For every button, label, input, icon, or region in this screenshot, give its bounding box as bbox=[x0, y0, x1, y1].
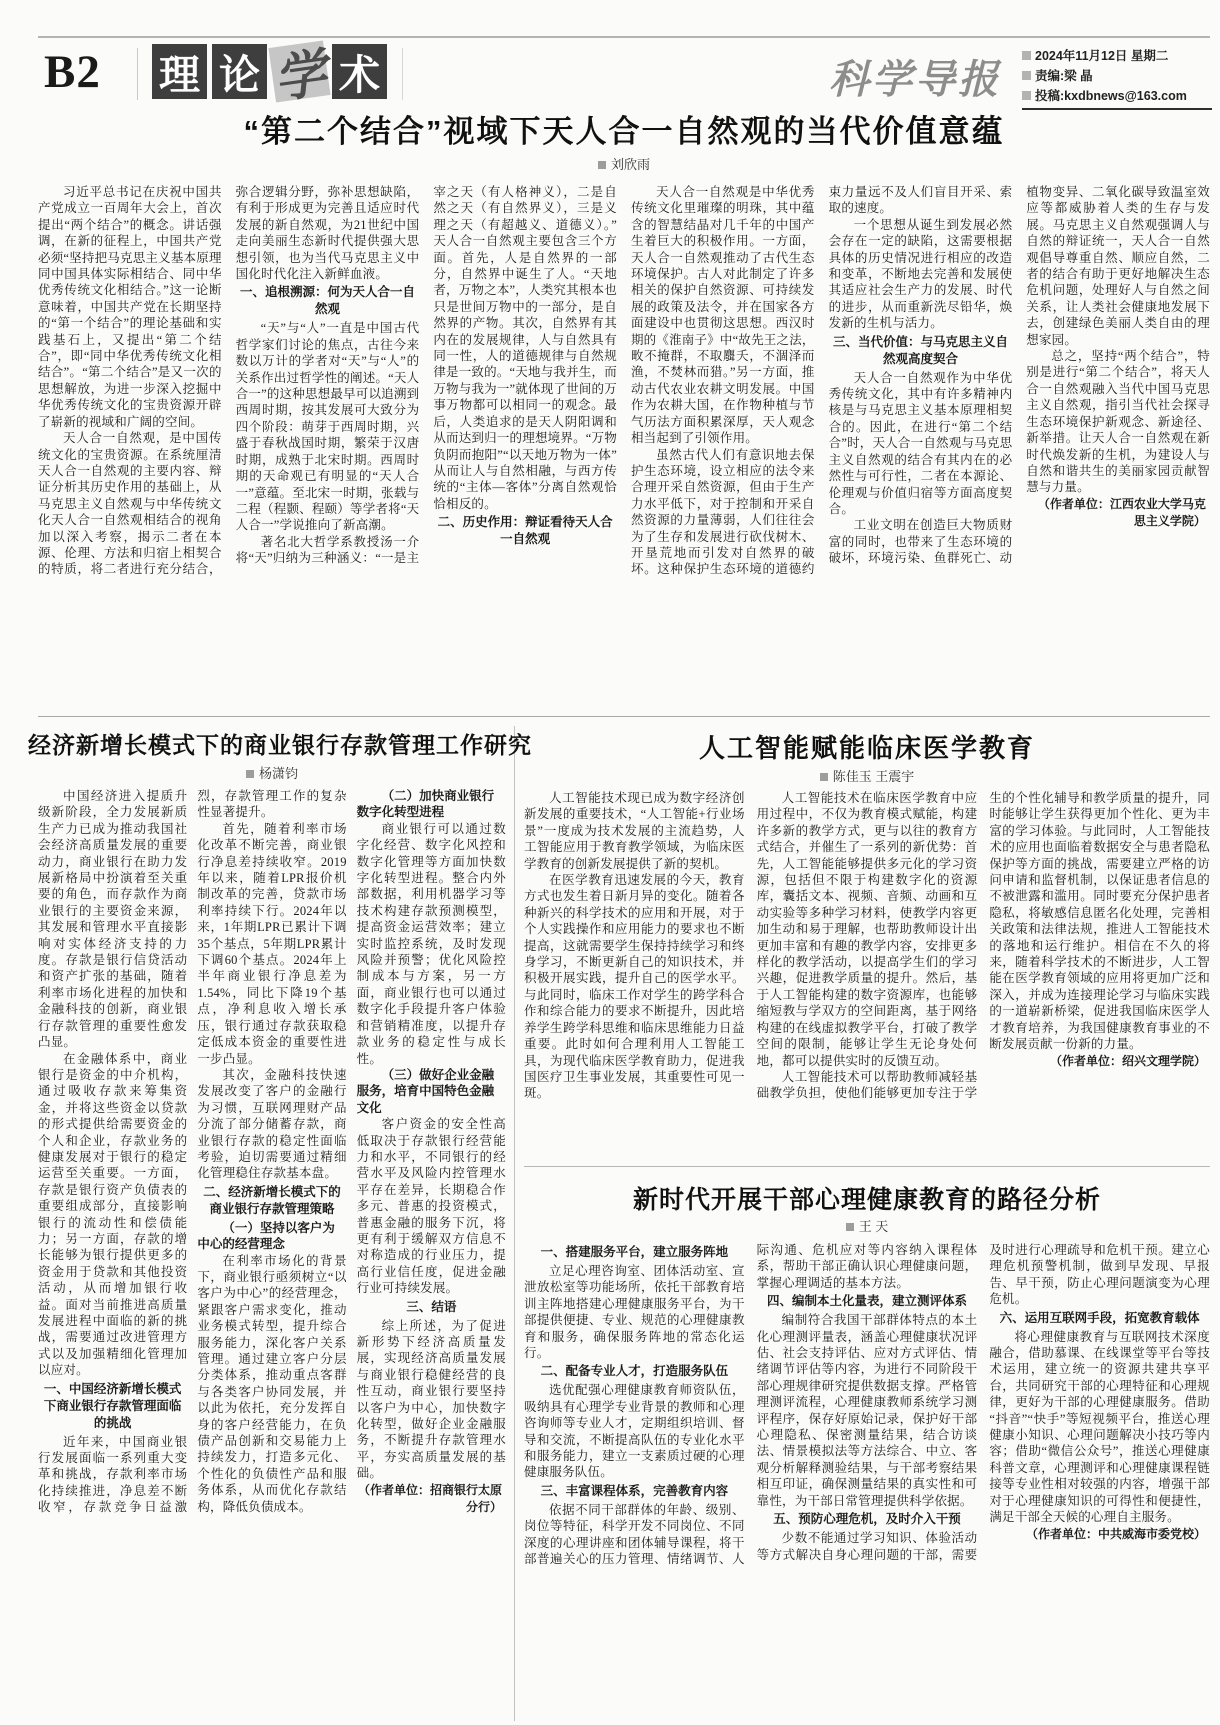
author-affiliation: （作者单位：绍兴文理学院） bbox=[1049, 1053, 1206, 1068]
main-article-body bbox=[38, 184, 1210, 708]
paragraph: 人工智能技术现已成为数字经济创新发展的重要技术，“人工智能+行业场景”一度成为技术发展的主流趋势，人工智能应用于教育教学领域，为临床医学教育的创新发展提供了新的契机。 bbox=[524, 791, 745, 871]
ai-article-byline: 陈佳玉 王震宇 bbox=[524, 766, 1210, 785]
bank-article-byline: 杨潇钧 bbox=[38, 763, 506, 782]
contact-email-line: 投稿:kxdbnews@163.com bbox=[1022, 86, 1212, 106]
paragraph: 依据不同干部群体的年龄、级别、岗位等特征，科学开发不同岗位、不同深度的心理讲座和团体辅导课程，将干部普遍关心的压力管理、情绪调节、人际沟通、危机应对等内容纳入课程体系，帮助干部正确认识心理健康问题，掌握心理调适的基本方法。 bbox=[524, 1243, 978, 1567]
psy-article-body bbox=[524, 1242, 1210, 1700]
paragraph: 工业文明在创造巨大物质财富的同时，也带来了生态环境的破坏，环境污染、鱼群死亡、动植物变异、二氧化碳导致温室效应等都威胁着人类的生存与发展。马克思主义自然观强调人与自然的辩证统一，天人合一自然观倡导尊重自然、顺应自然，二者的结合有助于更好地解决生态危机问题，处理好人与自然之间关系，让人类社会健康地发展下去，创建绿色美丽人类自由的理想家园。 bbox=[828, 185, 1210, 566]
sub-heading: （三）做好企业金融服务，培育中国特色金融文化 bbox=[356, 1067, 495, 1115]
header-top-rule bbox=[38, 36, 1210, 38]
paragraph: 人工智能技术在临床医学教育中应用过程中，不仅为教育模式赋能，构建许多新的教学方式，更与以往的教育方式结合，并催生了一系列的新优势：首先，人工智能能够提供多元化的学习资源，包括但不限于构建数字化的资源库，囊括文本、视频、音频、动画和互动实验等多种学习材料，使教学内容更加生动和易于理解，也帮助教师设计出更加丰富和有趣的教学内容，安排更多样化的教学活动，以提高学生们的学习兴趣，促进教学质量的提升。然后，基于人工智能构建的数字资源库，也能够缩短教与学双方的空间距离，基于网络构建的在线虚拟教学平台，打破了教学空间的限制，能够让学生无论身处何地，都可以提供实时的反馈互动。 bbox=[756, 791, 978, 1068]
paragraph: 近年来，中国商业银行发展面临一系列重大变革和挑战，存款利率市场化持续推进，净息差不断收窄，存款竞争日益激烈，存款管理工作的复杂性显著提升。 bbox=[38, 789, 347, 1515]
section-heading: 二、历史作用：辩证看待天人合一自然观 bbox=[437, 515, 613, 547]
ai-article-title: 人工智能赋能临床医学教育 bbox=[698, 733, 1035, 763]
square-bullet-icon bbox=[1022, 91, 1031, 100]
issue-info-block bbox=[1022, 46, 1212, 110]
section-heading: 二、经济新增长模式下的商业银行存款管理策略 bbox=[203, 1184, 341, 1216]
paragraph: 习近平总书记在庆祝中国共产党成立一百周年大会上，首次提出“两个结合”的概念。讲话强调，在新的征程上，中国共产党必须“坚持把马克思主义基本原理同中国具体实际相结合、同中华优秀传统文化相结合。”这一论断意味着，中国共产党在长期坚持的“第一个结合”的理论基础和实践基石上，又提出“第二个结合”，即“同中华优秀传统文化相结合”。“第二个结合”是又一次的思想解放，为进一步深入挖掘中华优秀传统文化的宝贵资源开辟了崭新的视域和广阔的空间。 bbox=[38, 185, 222, 429]
paragraph: 将心理健康教育与互联网技术深度融合，借助慕课、在线课堂等平台等技术运用，建立统一的资源共建共享平台，共同研究干部的心理特征和心理规律，更好为干部的心理健康服务。借助“抖音”“快手”等短视频平台，推送心理健康小知识、心理问题解决小技巧等内容；借助“微信公众号”，推送心理健康科普文章，心理测评和心理健康课程链接等专业性相对较强的内容，增强干部对于心理健康知识的可得性和便捷性，满足干部全天候的心理自主服务。 bbox=[989, 1329, 1210, 1525]
section-logo bbox=[152, 42, 387, 111]
paragraph: “天”与“人”一直是中国古代哲学家们讨论的焦点，古往今来数以万计的学者对“天”与“人”的关系作出过哲学性的阐述。“天人合一”的这种思想最早可以追溯到西周时期，按其发展可大致分为四个阶段：萌芽于西周时期，兴盛于春秋战国时期，繁荣于汉唐时期，成熟于北宋时期。西周时期的天命观已有明显的“天人合一”意蕴。至北宋一时期，张载与二程（程颢、程颐）等学者将“天人合一”学说推向了新高潮。 bbox=[235, 321, 420, 533]
paragraph: 选优配强心理健康教育师资队伍，吸纳具有心理学专业背景的教师和心理咨询师等专业人才，定期组织培训、督导和交流，不断提高队伍的专业化水平和服务能力，建立一支素质过硬的心理健康服务队伍。 bbox=[524, 1383, 745, 1480]
section-logo-char: 理 bbox=[152, 44, 207, 99]
paragraph: 其次，金融科技快速发展改变了客户的金融行为习惯，互联网理财产品分流了部分储蓄存款，商业银行存款的稳定性面临考验，迫切需要通过精细化管理稳住存款基本盘。 bbox=[197, 1067, 347, 1181]
paragraph: 天人合一自然观是中华优秀传统文化里璀璨的明珠，其中蕴含的智慧结晶对几千年的中国产生着巨大的积极作用。一方面，天人合一自然观推动了古代生态环境保护。古人对此制定了许多相关的保护自然资源、可持续发展的政策及法令，并在国家各方面建设中也贯彻这思想。西汉时期的《淮南子》中“故先王之法，畋不掩群，不取麛夭，不涸泽而渔，不焚林而猎。”另一方面，推动古代农业农耕文明发展。中国作为农耕大国，在作物种植与节气历法方面积累深厚，天人观念相当起到了引领作用。 bbox=[630, 185, 815, 446]
bank-article-title: 经济新增长模式下的商业银行存款管理工作研究 bbox=[28, 732, 532, 758]
paragraph: 首先，随着利率市场化改革不断完善，商业银行净息差持续收窄。2019年以来，随着LPR报价机制改革的完善，贷款市场利率持续下行。2024年以来，1年期LPR已累计下调35个基点，5年期LPR累计下调60个基点。2024年上半年商业银行净息差为1.54%，同比下降19个基点，净利息收入增长承压，银行通过存款获取稳定低成本资金的重要性进一步凸显。 bbox=[197, 821, 347, 1066]
section-heading: 五、预防心理危机，及时介入干预 bbox=[773, 1512, 961, 1527]
vertical-divider bbox=[514, 726, 515, 1721]
author-affiliation: （作者单位：招商银行太原分行） bbox=[357, 1482, 502, 1514]
section-heading: 二、配备专业人才，打造服务队伍 bbox=[540, 1364, 729, 1379]
section-heading: 一、搭建服务平台，建立服务阵地 bbox=[540, 1245, 729, 1259]
byline-marker-icon bbox=[820, 773, 828, 781]
section-heading: 三、当代价值：与马克思主义自然观高度契合 bbox=[832, 334, 1008, 366]
paragraph: 商业银行可以通过数字化经营、数字化风控和数字化管理等方面加快数字化转型进程。整合内外部数据，利用机器学习等技术构建存款预测模型，提高资金运营效率；建立实时监控系统，及时发现风险并预警；优化风险控制成本与方案，另一方面，商业银行也可以通过数字化手段提升客户体验和营销精准度，以提升存款业务的稳定性与成长性。 bbox=[356, 821, 506, 1066]
paragraph: 少数不能通过学习知识、体验活动等方式解决自身心理问题的干部，需要及时进行心理疏导和危机干预。建立心理危机预警机制，做到早发现、早报告、早干预，防止心理问题演变为心理危机。 bbox=[756, 1243, 1210, 1562]
sub-heading: （一）坚持以客户为中心的经营理念 bbox=[197, 1220, 335, 1252]
ai-article-body bbox=[524, 790, 1210, 1160]
paragraph: 天人合一自然观作为中华优秀传统文化，其中有许多精神内核是与马克思主义基本原理相契合的。因此，在进行“第二个结合”时，天人合一自然观与马克思主义自然观的结合有其内在的必然性与可行性，二者在本源论、伦理观与价值归宿等方面高度契合。 bbox=[828, 370, 1013, 516]
main-article-title: “第二个结合”视域下天人合一自然观的当代价值意蕴 bbox=[243, 114, 1005, 149]
paragraph: 天人合一自然观，是中国传统文化的宝贵资源。在系统厘清天人合一自然观的主要内容、辩证分析其历史作用的基础上，从马克思主义自然观与中华传统文化天人合一自然观相结合的视角加以深入考察，揭示二者在本源、伦理、方法和归宿上相契合的特质，将二者进行充分结合，弥合逻辑分野，弥补思想缺陷，有利于形成更为完善且适应时代发展的新自然观，为21世纪中国走向美丽生态新时代提供强大思想引领，也为当代马克思主义中国化时代化注入新鲜血液。 bbox=[38, 185, 420, 577]
section-heading: 六、运用互联网手段，拓宽教育载体 bbox=[999, 1310, 1200, 1325]
section-heading: 一、追根溯源：何为天人合一自然观 bbox=[239, 285, 415, 317]
section-logo-char: 学 bbox=[268, 40, 330, 102]
horizontal-divider bbox=[524, 1166, 1210, 1167]
psy-article-title: 新时代开展干部心理健康教育的路径分析 bbox=[632, 1186, 1101, 1214]
section-heading: 一、中国经济新增长模式下商业银行存款管理面临的挑战 bbox=[43, 1381, 182, 1430]
paragraph: 编制符合我国干部群体特点的本土化心理测评量表，涵盖心理健康状况评估、社会支持评估、应对方式评估、情绪调节评估等内容，为进行不同阶段干部心理规律研究提供数据支撑。严格管理测评流程，心理健康教师系统学习测评程序，保存好原始记录，保护好干部心理隐私、保密测量结果，结合访谈法、情景模拟法等方法综合、中立、客观分析解释测验结果，与干部考察结果相互印证，确保测量结果的真实性和可靠性，为干部日常管理提供科学依据。 bbox=[756, 1313, 978, 1508]
horizontal-divider bbox=[38, 716, 1210, 717]
header-divider-2 bbox=[402, 48, 403, 100]
page-number: B2 bbox=[44, 46, 101, 98]
byline-marker-icon bbox=[846, 1223, 854, 1231]
paragraph: 综上所述，为了促进新形势下经济高质量发展，实现经济高质量发展与商业银行稳健经营的良性互动，商业银行要坚持以客户为中心，加快数字化转型，做好企业金融服务，不断提升存款管理水平，夯实高质量发展的基础。 bbox=[356, 1318, 506, 1481]
masthead-logo: 科学导报 bbox=[829, 56, 1001, 103]
sub-heading: （二）加快商业银行数字化转型进程 bbox=[356, 789, 495, 820]
square-bullet-icon bbox=[1022, 51, 1031, 60]
paragraph: 虽然古代人们有意识地去保护生态环境，设立相应的法令来合理开采自然资源，但由于生产力水平低下，对于控制和开采自然资源的力量薄弱，人们往往会为了生存和发展进行砍伐树木、开垦荒地而引发对自然界的破坏。这种保护生态环境的道德约束力量远不及人们盲目开采、索取的速度。 bbox=[630, 185, 1013, 577]
paragraph: 在医学教育迅速发展的今天，教育方式也发生着日新月异的变化。随着各种新兴的科学技术的应用和开展，对于个人实践操作和应用能力的要求也不断提高，这就需要学生保持持续学习和终身学习，不断更新自己的知识技术，并积极开展实践，提升自己的医学水平。与此同时，临床工作对学生的跨学科合作和综合能力的要求不断提升，因此培养学生跨学科思维和临床思维能力日益重要。此时如何合理利用人工智能工具，为现代临床医学教育助力，促进我国医疗卫生事业发展，其重要性可见一斑。 bbox=[524, 873, 745, 1101]
section-logo-char: 论 bbox=[212, 44, 267, 99]
bank-article-body bbox=[38, 788, 506, 1716]
psy-article-byline: 王 天 bbox=[524, 1216, 1210, 1235]
paragraph: 一个思想从诞生到发展必然会存在一定的缺陷，这需要根据具体的历史情况进行相应的改造和变革，不断地去完善和发展使其适应社会生产力的发展、时代的进步，从而重新洗尽铅华，焕发新的生机与活力。 bbox=[828, 217, 1013, 331]
author-affiliation: （作者单位：中共威海市委党校） bbox=[1025, 1526, 1206, 1541]
paragraph: 著名北大哲学系教授汤一介将“天”归纳为三种涵义：“一是主宰之天（有人格神义），二是自然之天（有自然界义），三是义理之天（有超越义、道德义）。”天人合一自然观主要包含三个方面。首先，人是自然界的一部分，自然界中诞生了人。“天地者，万物之本”，人类究其根本也只是世间万物中的一部分，是自然界的产物。其次，自然界有其内在的发展规律，人与自然具有同一性，人的道德规律与自然规律是一致的。“天地与我并生，而万物与我为一”就体现了世间的万事万物都可以相同一的观念。最后，人类追求的是天人阴阳调和从而达到归一的理想境界。“万物负阴而抱阳”“以天地万物为一体”从而让人与自然相融，与西方传统的“主体—客体”分离自然观恰恰相反的。 bbox=[235, 185, 617, 566]
section-heading: 三、丰富课程体系，完善教育内容 bbox=[540, 1483, 729, 1498]
byline-marker-icon bbox=[598, 161, 606, 169]
paragraph: 在利率市场化的背景下，商业银行亟须树立“以客户为中心”的经营理念，紧跟客户需求变化，推动业务模式转型，提升综合服务能力，深化客户关系管理。通过建立客户分层分类体系，推动重点客群与各类客户协同发展，并以此为依托，充分发挥自身的客户经营能力，在负债产品创新和交易能力上持续发力，打造多元化、个性化的负债性产品和服务体系，从而优化存款结构，降低负债成本。 bbox=[197, 1253, 347, 1514]
section-heading: 三、结语 bbox=[406, 1299, 457, 1314]
paragraph: 立足心理咨询室、团体活动室、宣泄放松室等功能场所，依托干部教育培训主阵地搭建心理健康服务平台，为干部提供便捷、专业、规范的心理健康教育和服务，确保服务阵地的常态化运行。 bbox=[524, 1264, 745, 1361]
paragraph: 客户资金的安全性高低取决于存款银行经营能力和水平，不同银行的经营水平及风险内控管理水平存在差异，长期稳合作多元、普惠的投资模式，普惠金融的服务下沉，将更有利于缓解双方信息不对称造成的行业压力，提高行业信任度，促进金融行业可持续发展。 bbox=[356, 1117, 506, 1296]
paragraph: 人工智能技术可以帮助教师减轻基础教学负担，使他们能够更加专注于学生的个性化辅导和教学质量的提升，同时能够让学生获得更加个性化、更为丰富的学习体验。与此同时，人工智能技术的应用也面临着数据安全与患者隐私保护等方面的挑战，需要建立严格的访问申请和监督机制，以保证患者信息的不被泄露和滥用。同时要充分保护患者隐私，将敏感信息匿名化处理，完善相关政策和法律法规，推进人工智能技术的落地和运行维护。相信在不久的将来，随着科学技术的不断进步，人工智能在医学教育领域的应用将更加广泛和深入，并成为连接理论学习与临床实践的一道崭新桥梁，促进我国临床医学人才教育培养，为我国健康教育事业的不断发展贡献一份新的力量。 bbox=[756, 791, 1210, 1101]
section-heading: 四、编制本土化量表，建立测评体系 bbox=[766, 1294, 967, 1309]
byline-marker-icon bbox=[246, 770, 254, 778]
square-bullet-icon bbox=[1022, 71, 1031, 80]
editor-line: 责编:梁 晶 bbox=[1022, 66, 1212, 86]
paragraph: 总之，坚持“两个结合”，特别是进行“第二个结合”，将天人合一自然观融入当代中国马克思主义自然观，指引当代社会探寻生态环境保护新观念、新途径、新举措。让天人合一自然观在新时代焕发新的生机，为建设人与自然和谐共生的美丽家园贡献智慧与力量。 bbox=[1026, 349, 1210, 495]
section-logo-char: 术 bbox=[332, 44, 387, 99]
header-divider bbox=[137, 48, 138, 100]
paragraph: 中国经济进入提质升级新阶段，全力发展新质生产力已成为推动我国社会经济高质量发展的重要动力，商业银行在助力发展新格局中扮演着至关重要的角色，而存款作为商业银行的主要资金来源，其发展和管理水平直接影响对实体经济支持的力度。存款是银行信贷活动和资产扩张的基础，随着利率市场化进程的加快和金融科技的创新，商业银行存款管理的重要性愈发凸显。 bbox=[38, 789, 188, 1050]
paragraph: 在金融体系中，商业银行是资金的中介机构，通过吸收存款来筹集资金，并将这些资金以贷款的形式提供给需要资金的个人和企业，存款业务的健康发展对于银行的稳定运营至关重要。一方面，存款是银行资产负债表的重要组成部分，直接影响银行的流动性和偿债能力；另一方面，存款的增长能够为银行提供更多的资金用于贷款和其他投资活动，从而增加银行收益。面对当前推进高质量发展进程中面临的新的挑战，需要通过改进管理方式以及加强精细化管理加以应对。 bbox=[38, 1051, 188, 1378]
issue-date: 2024年11月12日 星期二 bbox=[1022, 46, 1212, 66]
author-affiliation: （作者单位：江西农业大学马克思主义学院） bbox=[1037, 496, 1206, 528]
main-article-byline: 刘欣雨 bbox=[38, 154, 1210, 173]
